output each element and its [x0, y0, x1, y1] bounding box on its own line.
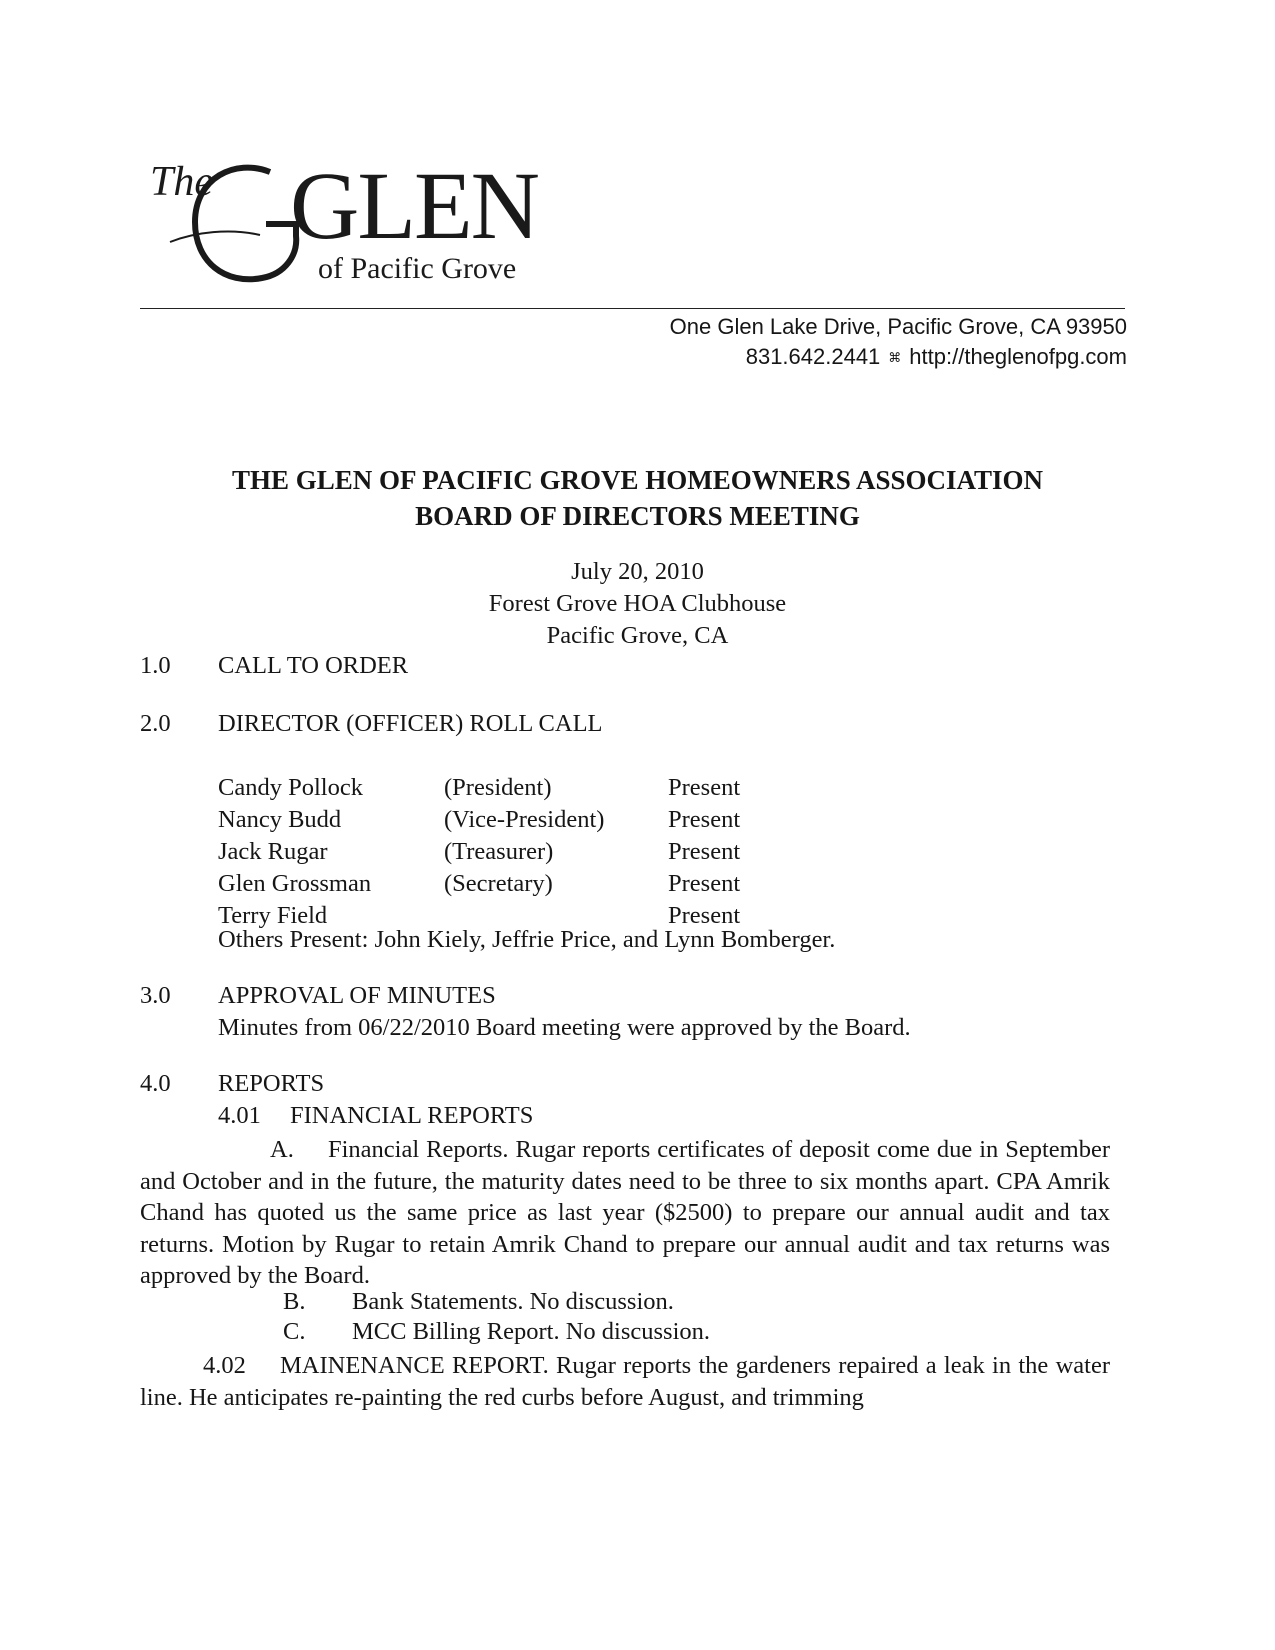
item-b-label: B. — [283, 1288, 306, 1315]
director-name: Nancy Budd — [218, 806, 342, 833]
meeting-venue: Forest Grove HOA Clubhouse — [488, 590, 787, 617]
subsection-4-02-number: 4.02 — [203, 1352, 246, 1379]
director-status: Present — [668, 838, 741, 865]
financial-report-paragraph — [140, 1134, 1110, 1292]
section-3-number: 3.0 — [140, 982, 171, 1009]
minutes-approval-text: Minutes from 06/22/2010 Board meeting were approved by the Board. — [218, 1014, 911, 1041]
others-present: Others Present: John Kiely, Jeffrie Price, and Lynn Bomberger. — [218, 926, 836, 953]
director-name: Candy Pollock — [218, 774, 363, 801]
item-b-text: Bank Statements. No discussion. — [352, 1288, 674, 1315]
title-line-2: BOARD OF DIRECTORS MEETING — [415, 501, 860, 531]
subsection-4-01-number: 4.01 — [218, 1102, 261, 1129]
glen-logo-graphic — [150, 150, 550, 300]
maintenance-report-paragraph — [140, 1350, 1110, 1413]
director-role: (Secretary) — [444, 870, 553, 897]
director-status: Present — [668, 870, 741, 897]
glen-logo — [150, 150, 550, 300]
address-line: One Glen Lake Drive, Pacific Grove, CA 93950 — [669, 314, 1127, 339]
section-3-heading: APPROVAL OF MINUTES — [218, 982, 496, 1009]
meeting-date: July 20, 2010 — [571, 558, 704, 585]
item-c-text: MCC Billing Report. No discussion. — [352, 1318, 711, 1345]
director-status: Present — [668, 806, 741, 833]
separator-icon: ⌘ — [888, 350, 902, 365]
subsection-4-01-heading: FINANCIAL REPORTS — [290, 1102, 534, 1129]
logo-subtitle-text: of Pacific Grove — [318, 252, 517, 285]
director-name: Glen Grossman — [218, 870, 372, 897]
item-a-text: Financial Reports. Rugar reports certificates of deposit come due in September and October and in the future, the maturity dates need to be three to six months apart. CPA Amrik Chand has quoted us the same price as last year ($2500) to prepare our annual audit and tax returns. Motion by Rugar to retain Amrik Chand to prepare our annual audit and tax returns was approved by the Board. — [140, 1136, 1110, 1289]
title-line-1: THE GLEN OF PACIFIC GROVE HOMEOWNERS ASSOCIATION — [231, 465, 1044, 495]
director-role: (Vice-President) — [444, 806, 605, 833]
letterhead-rule — [140, 308, 1125, 309]
director-role: (President) — [444, 774, 552, 801]
director-status: Present — [668, 774, 741, 801]
item-c-label: C. — [283, 1318, 306, 1345]
logo-glen-text: GLEN — [290, 152, 538, 259]
letterhead-address-block — [670, 312, 1127, 375]
section-4-heading: REPORTS — [218, 1070, 325, 1097]
director-status: Present — [668, 902, 741, 929]
section-2-heading: DIRECTOR (OFFICER) ROLL CALL — [218, 710, 603, 737]
contact-line — [670, 342, 1127, 375]
section-1-number: 1.0 — [140, 652, 171, 679]
website-link[interactable]: http://theglenofpg.com — [909, 344, 1127, 369]
section-4-number: 4.0 — [140, 1070, 171, 1097]
section-1-heading: CALL TO ORDER — [218, 652, 409, 679]
maintenance-report-text: MAINENANCE REPORT. Rugar reports the gardeners repaired a leak in the water line. He anticipates re-painting the red curbs before August, and trimming — [140, 1352, 1110, 1411]
document-title — [0, 462, 1275, 534]
director-name: Jack Rugar — [218, 838, 328, 865]
item-a-label: A. — [270, 1136, 294, 1163]
meeting-city: Pacific Grove, CA — [546, 622, 729, 649]
phone-number: 831.642.2441 — [745, 344, 881, 369]
section-2-number: 2.0 — [140, 710, 171, 737]
logo-the-text: The — [150, 159, 213, 205]
logo-swash-line — [170, 231, 260, 242]
meeting-info — [0, 556, 1275, 652]
director-role: (Treasurer) — [444, 838, 554, 865]
director-name: Terry Field — [218, 902, 328, 929]
